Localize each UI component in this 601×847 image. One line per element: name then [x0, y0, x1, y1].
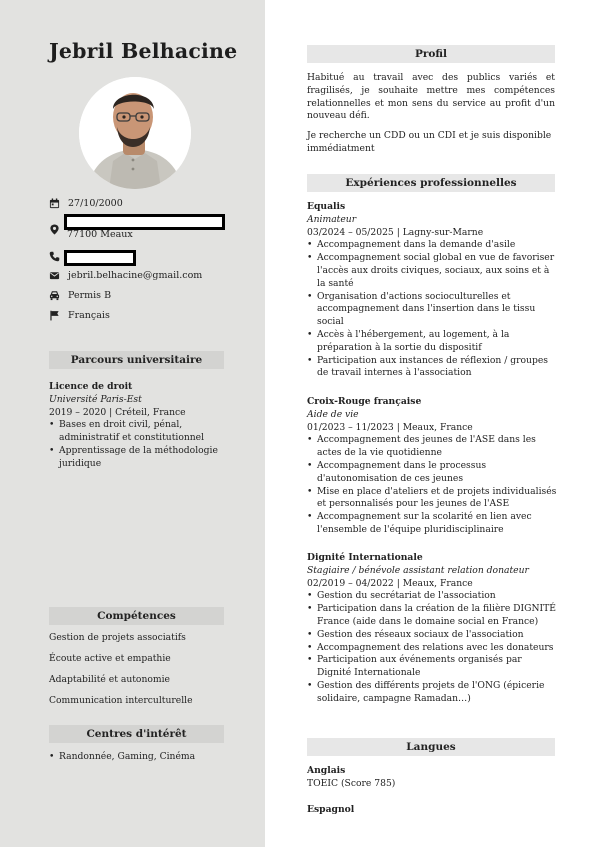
job-organization: Equalis	[307, 201, 346, 212]
list-item: • Randonnée, Gaming, Cinéma	[49, 751, 234, 764]
list-item: • Accompagnement dans la demande d'asile	[307, 239, 557, 252]
language-name: Anglais	[307, 765, 346, 776]
education-section-title: Parcours universitaire	[49, 351, 224, 369]
experience-section-title: Expériences professionnelles	[307, 174, 555, 192]
main-column	[265, 0, 601, 847]
profile-section-title: Profil	[307, 45, 555, 63]
job-organization: Croix-Rouge française	[307, 396, 422, 407]
interests-section-title: Centres d'intérêt	[49, 725, 224, 743]
job-bullets	[307, 434, 557, 536]
birthdate-row	[49, 196, 123, 210]
job-entry-croix-rouge	[307, 396, 557, 537]
profile-paragraph-1: Habitué au travail avec des publics variés et fragilisés, je souhaite mettre mes compétences relationnelles et mon sens du service au profit d'un nouveau défi.	[307, 72, 555, 122]
language-row	[49, 308, 110, 322]
degree: Licence de droit	[49, 381, 133, 392]
language-name: Espagnol	[307, 804, 355, 815]
skill-item: Gestion de projets associatifs	[49, 632, 186, 643]
job-role: Animateur	[307, 213, 357, 225]
list-item: • Apprentissage de la méthodologie juridique	[49, 445, 234, 471]
list-item: • Gestion du secrétariat de l'association	[307, 590, 557, 603]
job-entry-equalis	[307, 201, 557, 380]
interests-list	[49, 751, 234, 764]
list-item: • Accompagnement sur la scolarité en lien avec l'ensemble de l'équipe pluridisciplinaire	[307, 511, 557, 537]
job-bullets	[307, 239, 557, 380]
job-bullets	[307, 590, 557, 705]
list-item: • Gestion des réseaux sociaux de l'association	[307, 629, 557, 642]
list-item: • Accompagnement des relations avec les donateurs	[307, 642, 557, 655]
list-item: • Accès à l'hébergement, au logement, à la préparation à la sortie du dispositif	[307, 329, 557, 355]
calendar-icon	[49, 198, 60, 209]
skill-item: Communication interculturelle	[49, 695, 193, 706]
profile-paragraph-2: Je recherche un CDD ou un CDI et je suis disponible immédiatment	[307, 130, 552, 154]
list-item: • Participation aux instances de réflexion / groupes de travail internes à l'association	[307, 355, 557, 381]
list-item: • Participation dans la création de la filière DIGNITÉ France (aide dans le domaine social en France)	[307, 603, 557, 629]
list-item: • Accompagnement social global en vue de favoriser l'accès aux droits civiques, sociaux, aux soins et à la santé	[307, 252, 557, 290]
job-period: 01/2023 – 11/2023 | Meaux, France	[307, 421, 473, 433]
skills-section-title: Compétences	[49, 607, 224, 625]
license-row	[49, 288, 111, 302]
job-period: 03/2024 – 05/2025 | Lagny-sur-Marne	[307, 226, 484, 238]
job-entry-dignite	[307, 552, 557, 706]
city: 77100 Meaux	[67, 229, 133, 240]
skill-item: Adaptabilité et autonomie	[49, 674, 170, 685]
native-language: Français	[68, 309, 110, 321]
list-item: • Accompagnement dans le processus d'autonomisation de ces jeunes	[307, 460, 557, 486]
language-detail: TOEIC (Score 785)	[307, 777, 396, 789]
list-item: • Organisation d'actions socioculturelles et accompagnement dans l'insertion dans le tissu social	[307, 291, 557, 329]
redacted-phone-number	[64, 250, 136, 266]
language-entry-english	[307, 765, 557, 791]
language-entry-spanish	[307, 804, 557, 817]
redacted-street-address	[64, 214, 225, 230]
envelope-icon	[49, 270, 60, 281]
languages-section-title: Langues	[307, 738, 555, 756]
job-period: 02/2019 – 04/2022 | Meaux, France	[307, 577, 473, 589]
list-item: • Bases en droit civil, pénal, administratif et constitutionnel	[49, 419, 234, 445]
flag-icon	[49, 310, 60, 321]
education-entry	[49, 381, 234, 471]
phone-icon	[49, 251, 60, 262]
profile-photo	[79, 77, 191, 189]
sidebar	[0, 0, 265, 847]
candidate-name: Jebril Belhacine	[49, 39, 238, 63]
list-item: • Participation aux événements organisés par Dignité Internationale	[307, 654, 557, 680]
email: jebril.belhacine@gmail.com	[68, 269, 203, 281]
job-organization: Dignité Internationale	[307, 552, 423, 563]
job-role: Aide de vie	[307, 408, 359, 420]
location-pin-icon	[49, 224, 60, 235]
school: Université Paris-Est	[49, 393, 142, 405]
car-icon	[49, 290, 60, 301]
list-item: • Accompagnement des jeunes de l'ASE dans les actes de la vie quotidienne	[307, 434, 557, 460]
education-bullets	[49, 419, 234, 470]
skill-item: Écoute active et empathie	[49, 653, 171, 664]
education-period: 2019 – 2020 | Créteil, France	[49, 406, 186, 418]
birthdate: 27/10/2000	[68, 197, 123, 209]
driving-license: Permis B	[68, 289, 112, 301]
email-row	[49, 268, 202, 282]
list-item: • Mise en place d'ateliers et de projets individualisés et personnalisés pour les jeunes de l'ASE	[307, 486, 557, 512]
list-item: • Gestion des différents projets de l'ONG (épicerie solidaire, campagne Ramadan…)	[307, 680, 557, 706]
job-role: Stagiaire / bénévole assistant relation donateur	[307, 564, 529, 576]
